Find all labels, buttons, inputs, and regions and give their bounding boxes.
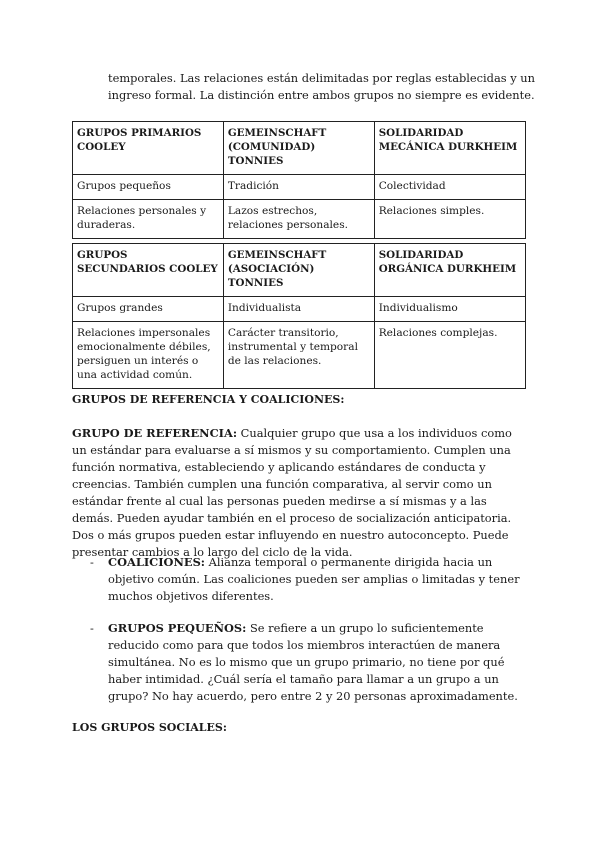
table-cell: Colectividad [374,175,525,200]
table-row [73,297,526,322]
table-cell: Relaciones impersonales emocionalmente débiles, persiguen un interés o una actividad común. [73,322,224,389]
table-cell: Relaciones simples. [374,200,525,239]
intro-paragraph: temporales. Las relaciones están delimitadas por reglas establecidas y un ingreso formal. La distinción entre ambos grupos no siempre es evidente. [108,71,535,102]
table-cell: Individualismo [374,297,525,322]
table-header-row [73,244,526,297]
table-row [73,175,526,200]
primary-groups-table [72,121,526,239]
table-row [73,200,526,239]
list-item-grupos-pequenos [90,620,528,705]
bullet-dash: - [90,555,94,569]
table-header-cell: SOLIDARIDAD MECÁNICA DURKHEIM [374,122,525,175]
table-row [73,322,526,389]
list-item-coaliciones [90,554,528,605]
table-cell: Grupos pequeños [73,175,224,200]
section-heading-reference-groups: GRUPOS DE REFERENCIA Y COALICIONES: [72,393,345,406]
reference-group-paragraph [72,425,530,561]
table-cell: Grupos grandes [73,297,224,322]
table-cell: Carácter transitorio, instrumental y temporal de las relaciones. [223,322,374,389]
table-cell: Lazos estrechos, relaciones personales. [223,200,374,239]
table-header-cell: GEMEINSCHAFT (ASOCIACIÓN) TONNIES [223,244,374,297]
table-cell: Relaciones personales y duraderas. [73,200,224,239]
table-cell: Relaciones complejas. [374,322,525,389]
table-cell: Individualista [223,297,374,322]
section-heading-social-groups: LOS GRUPOS SOCIALES: [72,721,227,734]
secondary-groups-table [72,243,526,389]
term-label: COALICIONES: [108,555,206,569]
table-header-cell: GRUPOS PRIMARIOS COOLEY [73,122,224,175]
table-cell: Tradición [223,175,374,200]
term-label: GRUPO DE REFERENCIA: [72,426,238,440]
table-header-cell: GEMEINSCHAFT (COMUNIDAD) TONNIES [223,122,374,175]
bullet-dash: - [90,621,94,635]
table-header-row [73,122,526,175]
table-header-cell: SOLIDARIDAD ORGÁNICA DURKHEIM [374,244,525,297]
term-label: GRUPOS PEQUEÑOS: [108,621,247,635]
table-header-cell: GRUPOS SECUNDARIOS COOLEY [73,244,224,297]
definition-text: Alianza temporal o permanente dirigida hacia un objetivo común. Las coaliciones pueden ser amplias o limitadas y tener muchos objetivos diferentes. [108,555,520,603]
definition-text: Se refiere a un grupo lo suficientemente reducido como para que todos los miembros interactúen de manera simultánea. No es lo mismo que un grupo primario, no tiene por qué haber intimidad. ¿Cuál sería el tamaño para llamar a un grupo a un grupo? No hay acuerdo, pero entre 2 y 20 personas aproximadamente. [108,621,518,703]
definition-text: Cualquier grupo que usa a los individuos como un estándar para evaluarse a sí mismos y su comportamiento. Cumplen una función normativa, estableciendo y aplicando estándares de conducta y creencias. También cumplen una función comparativa, al servir como un estándar frente al cual las personas pueden medirse a sí mismas y a las demás. Pueden ayudar también en el proceso de socialización anticipatoria. Dos o más grupos pueden estar influyendo en nuestro autoconcepto. Puede presentar cambios a lo largo del ciclo de la vida. [72,426,512,559]
